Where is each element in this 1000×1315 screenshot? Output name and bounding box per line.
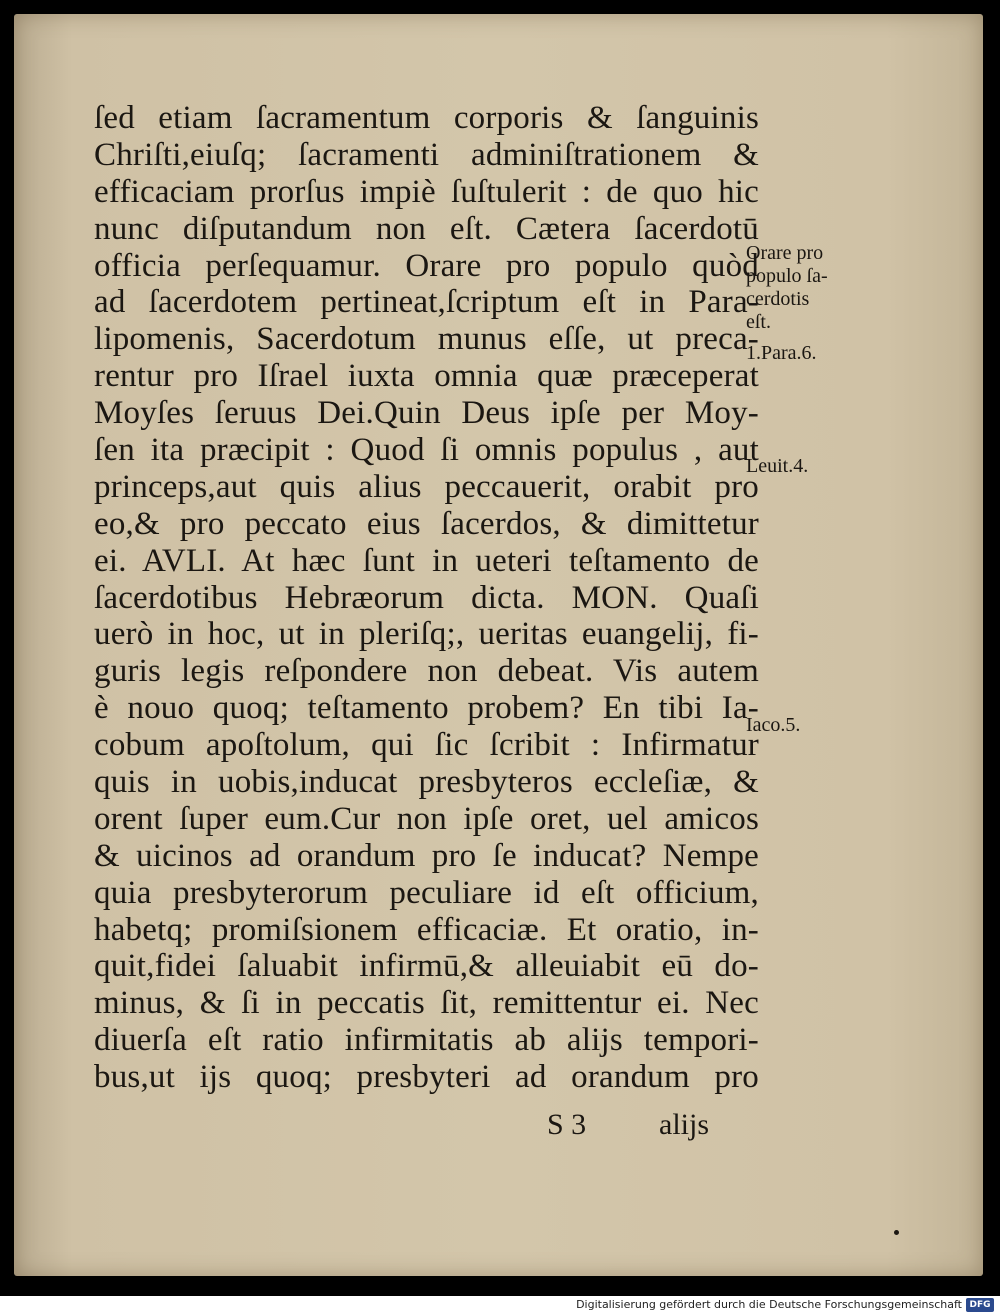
book-page [14,14,983,1276]
text-line: habetq; promiſsionem efficaciæ. Et oratio, in- [94,911,759,948]
signature-mark: S 3 [547,1108,587,1141]
text-line: ad ſacerdotem pertineat,ſcriptum eſt in Para- [94,284,759,321]
marginal-note: Iaco.5. [746,713,801,736]
text-line: uerò in hoc, ut in pleriſq;, ueritas euangelij, fi- [94,616,759,653]
text-line: guris legis reſpondere non debeat. Vis autem [94,653,759,690]
body-text [94,100,759,1096]
funding-credit: Digitalisierung gefördert durch die Deutsche Forschungsgemeinschaft [576,1298,962,1311]
catchword: alijs [659,1108,709,1141]
text-line: quia presbyterorum peculiare id eſt officium, [94,874,759,911]
marginal-note: 1.Para.6. [746,342,817,364]
text-line: Moyſes ſeruus Dei.Quin Deus ipſe per Moy- [94,395,759,432]
marginal-note: Leuit.4. [746,455,809,478]
text-line: efficaciam prorſus impiè ſuſtulerit : de quo hic [94,173,759,210]
text-line: lipomenis, Sacerdotum munus eſſe, ut preca- [94,321,759,358]
marginal-note: populo ſa- [746,265,828,287]
text-line: ſacerdotibus Hebræorum dicta. MON. Quaſi [94,579,759,616]
text-line: princeps,aut quis alius peccauerit, orabit pro [94,468,759,505]
text-line: nunc diſputandum non eſt. Cætera ſacerdotū [94,210,759,247]
text-line: ſed etiam ſacramentum corporis & ſanguinis [94,100,759,136]
text-line: ſen ita præcipit : Quod ſi omnis populus , aut [94,432,759,469]
text-line: Chriſti,eiuſq; ſacramenti adminiſtrationem & [94,136,759,173]
text-line: rentur pro Iſrael iuxta omnia quæ præceperat [94,358,759,395]
text-line: ei. AVLI. At hæc ſunt in ueteri teſtamento de [94,542,759,579]
text-line: minus, & ſi in peccatis ſit, remittentur ei. Nec [94,985,759,1022]
text-line: & uicinos ad orandum pro ſe inducat? Nempe [94,837,759,874]
text-line: diuerſa eſt ratio infirmitatis ab alijs tempori- [94,1022,759,1059]
text-line: officia perſequamur. Orare pro populo quòd [94,247,759,284]
text-line: è nouo quoq; teſtamento probem? En tibi Ia- [94,690,759,727]
text-line: bus,ut ijs quoq; presbyteri ad orandum pro [94,1059,759,1096]
ink-dot [894,1230,899,1235]
marginal-note: Orare pro [746,242,824,264]
text-line: quit,fidei ſaluabit infirmū,& alleuiabit eū do- [94,948,759,985]
text-line: orent ſuper eum.Cur non ipſe oret, uel amicos [94,800,759,837]
text-line: eo,& pro peccato eius ſacerdos, & dimittetur [94,505,759,542]
marginal-note: eſt. [746,311,771,333]
text-line: cobum apoſtolum, qui ſic ſcribit : Infirmatur [94,727,759,764]
marginal-note: cerdotis [746,288,810,310]
text-line: quis in uobis,inducat presbyteros eccleſiæ, & [94,764,759,801]
dfg-logo: DFG [966,1298,994,1312]
